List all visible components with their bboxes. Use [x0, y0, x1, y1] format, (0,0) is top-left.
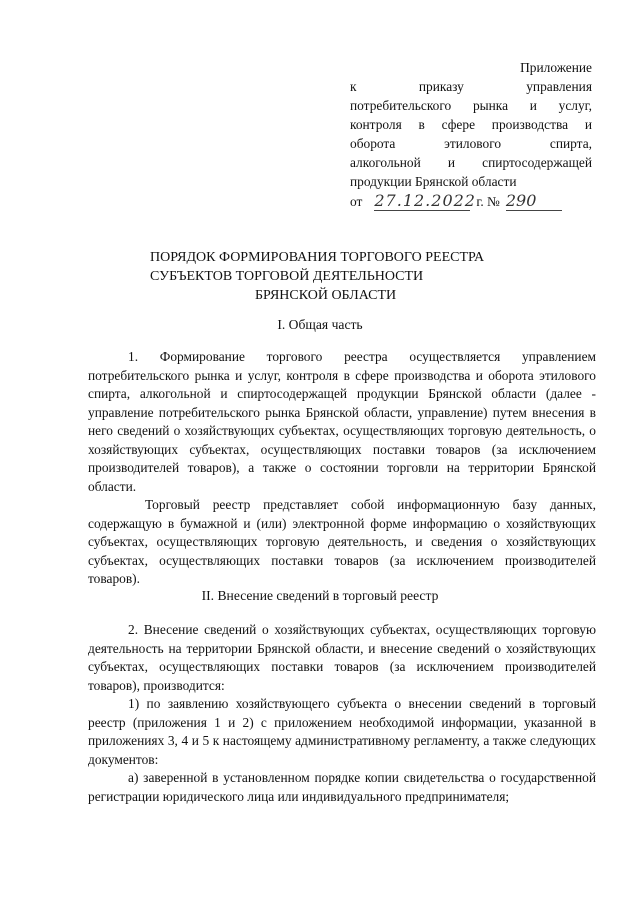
title-line: БРЯНСКОЙ ОБЛАСТИ [255, 288, 397, 303]
appendix-line: к приказу управления [350, 79, 592, 94]
paragraph: 1) по заявлению хозяйствующего субъекта о внесении сведений в торговый реестр (приложения 1 и 2) с приложением необходимой информации, указанной в приложениях 3, 4 и 5 к настоящему административному регламенту, а также следующих документов: [88, 696, 596, 767]
paragraph: 2. Внесение сведений о хозяйствующих субъектах, осуществляющих торговую деятельность на территории Брянской области, и внесение сведений о хозяйствующих субъектах, осуществляющих поставки товаров (за исключением производителей товаров), производится: [88, 622, 596, 693]
appendix-line: продукции Брянской области [350, 174, 517, 189]
title-line: ПОРЯДОК ФОРМИРОВАНИЯ ТОРГОВОГО РЕЕСТРА [150, 250, 485, 265]
title-line: СУБЪЕКТОВ ТОРГОВОЙ ДЕЯТЕЛЬНОСТИ [150, 269, 424, 284]
section-1-heading: I. Общая часть [277, 317, 363, 332]
appendix-line: оборота этилового спирта, [350, 136, 592, 151]
section-1-body [88, 348, 596, 589]
appendix-line: потребительского рынка и услуг, [350, 98, 592, 113]
date-prefix: от [350, 194, 363, 209]
appendix-line: контроля в сфере производства и [350, 117, 592, 132]
paragraph: Торговый реестр представляет собой информационную базу данных, содержащую в бумажной и (или) электронной форме информацию о хозяйствующих субъектах, осуществляющих торговую деятельность, и сведения о хозяйствующих субъектах, осуществляющих поставки товаров (за исключением производителей товаров). [88, 497, 596, 586]
number-prefix: г. № [476, 194, 500, 209]
document-title [150, 248, 530, 305]
paragraph: 1. Формирование торгового реестра осуществляется управлением потребительского рынка и услуг, контроля в сфере производства и оборота этилового спирта, алкогольной и спиртосодержащей продукции Брянской области (далее - управление потребительского рынка Брянской области, управление) путем внесения в него сведений о хозяйствующих субъектах, осуществляющих торговую деятельность, о хозяйствующих субъектах, осуществляющих поставки товаров (за исключением производителей товаров), а также о состоянии торговли на территории Брянской области. [88, 349, 596, 494]
order-date-number [350, 192, 592, 211]
handwritten-date: 27.12.2022 [374, 191, 476, 210]
section-2-heading: II. Внесение сведений в торговый реестр [201, 588, 439, 603]
appendix-heading: Приложение [520, 60, 592, 75]
appendix-line: алкогольной и спиртосодержащей [350, 155, 592, 170]
section-2-body [88, 621, 596, 806]
appendix-block [350, 58, 592, 211]
handwritten-number: 290 [506, 192, 562, 211]
paragraph: а) заверенной в установленном порядке копии свидетельства о государственной регистрации юридического лица или индивидуального предпринимателя; [88, 770, 596, 804]
